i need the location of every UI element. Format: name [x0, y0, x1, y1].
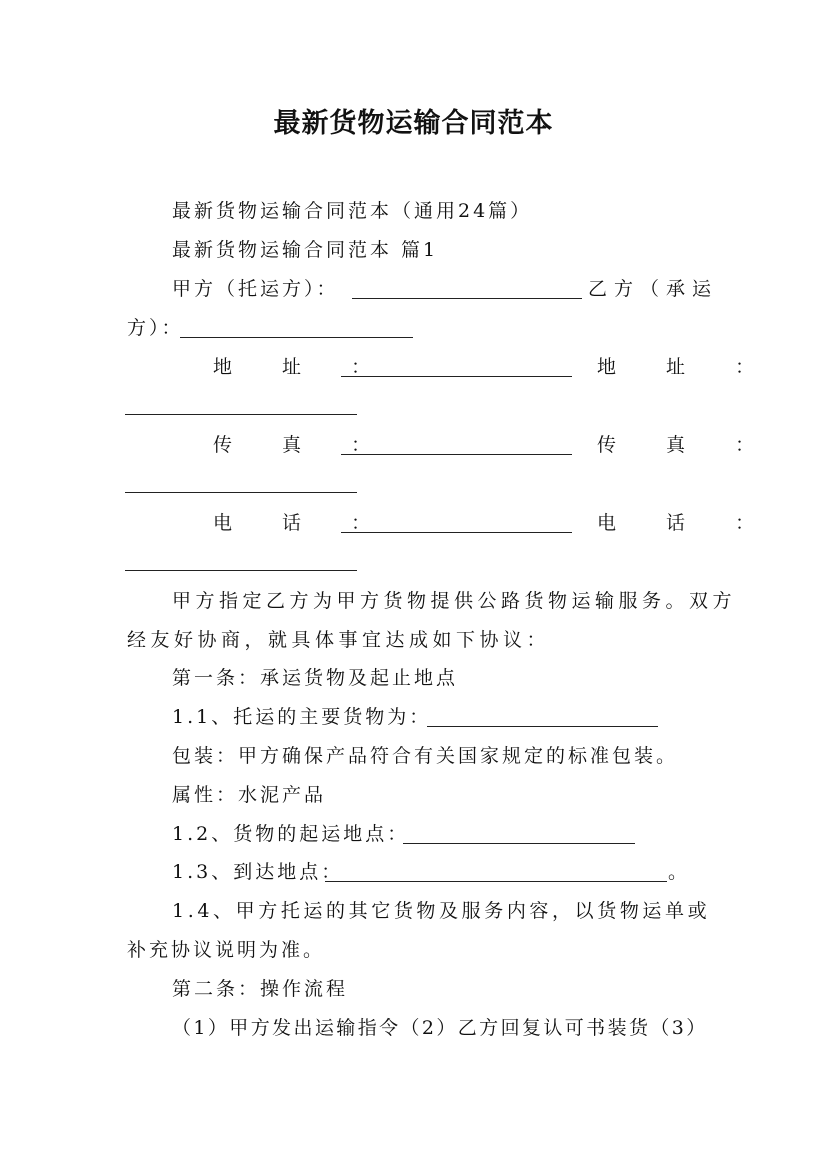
- item-1-3: 1.3、到达地点：: [172, 861, 344, 883]
- article-2-heading: 第二条：操作流程: [172, 978, 349, 1000]
- phone-a-blank[interactable]: [341, 531, 572, 533]
- party-b-label: 乙方（承运: [588, 278, 719, 300]
- address-b-label: 地 址 ：: [597, 356, 777, 378]
- address-b-blank[interactable]: [125, 413, 357, 415]
- property-clause: 属性：水泥产品: [172, 784, 327, 806]
- phone-a-label: 电 话 ：: [213, 512, 393, 534]
- operation-flow: （1）甲方发出运输指令（2）乙方回复认可书装货（3）: [172, 1017, 708, 1039]
- item-1-4: 1.4、甲方托运的其它货物及服务内容，以货物运单或: [172, 900, 711, 922]
- fax-a-label: 传 真 ：: [213, 434, 393, 456]
- item-1-1-blank[interactable]: [427, 725, 658, 727]
- packaging-clause: 包装：甲方确保产品符合有关国家规定的标准包装。: [172, 745, 679, 767]
- phone-b-blank[interactable]: [125, 569, 357, 571]
- subtitle: 最新货物运输合同范本（通用24篇）: [172, 200, 533, 222]
- article-1-heading: 第一条：承运货物及起止地点: [172, 667, 459, 689]
- section-heading: 最新货物运输合同范本 篇1: [172, 239, 439, 261]
- document-title: 最新货物运输合同范本: [273, 108, 554, 139]
- party-b-label-cont: 方）：: [127, 317, 184, 339]
- fax-a-blank[interactable]: [341, 453, 572, 455]
- party-a-blank[interactable]: [352, 297, 582, 299]
- item-1-2-blank[interactable]: [403, 842, 635, 844]
- item-1-3-blank[interactable]: [325, 880, 667, 882]
- fax-b-blank[interactable]: [125, 491, 357, 493]
- item-1-1: 1.1、托运的主要货物为：: [172, 706, 432, 728]
- address-a-label: 地 址 ：: [213, 356, 393, 378]
- fax-b-label: 传 真 ：: [597, 434, 777, 456]
- address-a-blank[interactable]: [341, 375, 572, 377]
- item-1-4-cont: 补充协议说明为准。: [127, 939, 326, 961]
- phone-b-label: 电 话 ：: [597, 512, 777, 534]
- intro-paragraph: 甲方指定乙方为甲方货物提供公路货物运输服务。双方: [172, 590, 737, 612]
- party-b-blank[interactable]: [180, 336, 413, 338]
- party-a-label: 甲方（托运方）：: [172, 278, 339, 300]
- item-1-2: 1.2、货物的起运地点：: [172, 823, 410, 845]
- item-1-3-end: 。: [668, 861, 688, 883]
- intro-paragraph-cont: 经友好协商，就具体事宜达成如下协议：: [127, 629, 551, 651]
